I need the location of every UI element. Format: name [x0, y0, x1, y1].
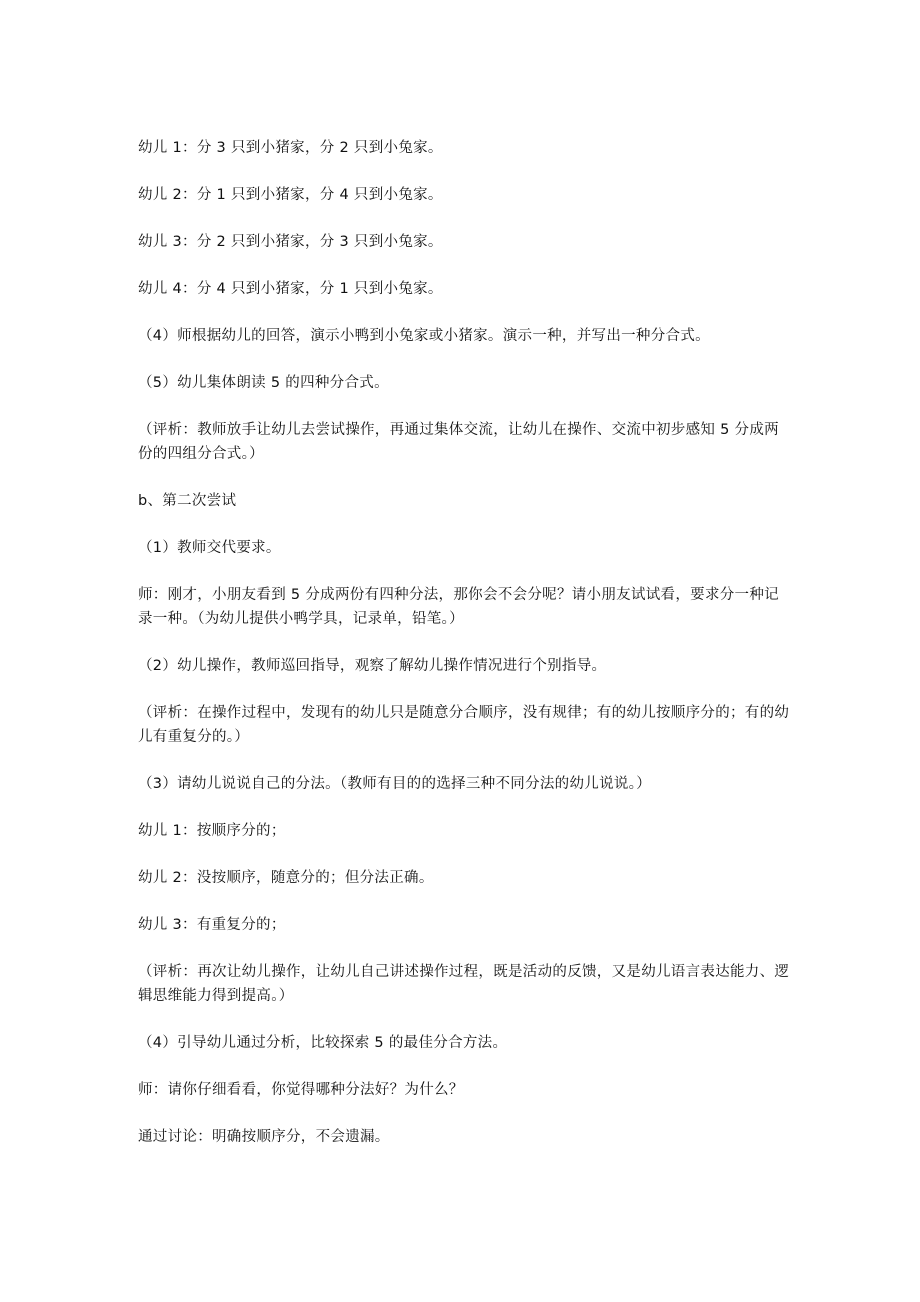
- paragraph-comment-1: （评析：教师放手让幼儿去尝试操作，再通过集体交流，让幼儿在操作、交流中初步感知 5 分成两份的四组分合式。）: [138, 422, 779, 462]
- paragraph-child2-split: 幼儿 2：分 1 只到小猪家，分 4 只到小兔家。: [138, 187, 443, 203]
- paragraph-teacher-question: 师：请你仔细看看，你觉得哪种分法好？为什么？: [138, 1082, 464, 1098]
- paragraph-child3-method: 幼儿 3：有重复分的；: [138, 917, 286, 933]
- paragraph-comment-2: （评析：在操作过程中，发现有的幼儿只是随意分合顺序，没有规律；有的幼儿按顺序分的；有的幼儿有重复分的。）: [138, 705, 790, 745]
- paragraph-child2-method: 幼儿 2：没按顺序，随意分的；但分法正确。: [138, 870, 434, 886]
- paragraph-step4-analyze: （4）引导幼儿通过分析，比较探索 5 的最佳分合方法。: [138, 1035, 508, 1051]
- paragraph-conclusion: 通过讨论：明确按顺序分，不会遗漏。: [138, 1129, 390, 1145]
- paragraph-child4-split: 幼儿 4：分 4 只到小猪家，分 1 只到小兔家。: [138, 281, 443, 297]
- paragraph-second-attempt-heading: b、第二次尝试: [138, 493, 237, 509]
- paragraph-child1-split: 幼儿 1：分 3 只到小猪家，分 2 只到小兔家。: [138, 140, 443, 156]
- paragraph-comment-3: （评析：再次让幼儿操作，让幼儿自己讲述操作过程，既是活动的反馈，又是幼儿语言表达能力、逻辑思维能力得到提高。）: [138, 964, 790, 1004]
- paragraph-child1-method: 幼儿 1：按顺序分的；: [138, 823, 286, 839]
- paragraph-step3-explain: （3）请幼儿说说自己的分法。（教师有目的的选择三种不同分法的幼儿说说。）: [138, 776, 652, 792]
- paragraph-teacher-instruction: 师：刚才，小朋友看到 5 分成两份有四种分法，那你会不会分呢？请小朋友试试看，要求分一种记录一种。（为幼儿提供小鸭学具，记录单，铅笔。）: [138, 587, 779, 627]
- document-body: [138, 136, 790, 1172]
- paragraph-step2-operate: （2）幼儿操作，教师巡回指导，观察了解幼儿操作情况进行个别指导。: [138, 658, 607, 674]
- paragraph-step4-demo: （4）师根据幼儿的回答，演示小鸭到小兔家或小猪家。演示一种，并写出一种分合式。: [138, 328, 710, 344]
- paragraph-step1-requirement: （1）教师交代要求。: [138, 540, 281, 556]
- paragraph-child3-split: 幼儿 3：分 2 只到小猪家，分 3 只到小兔家。: [138, 234, 443, 250]
- paragraph-step5-read: （5）幼儿集体朗读 5 的四种分合式。: [138, 375, 389, 391]
